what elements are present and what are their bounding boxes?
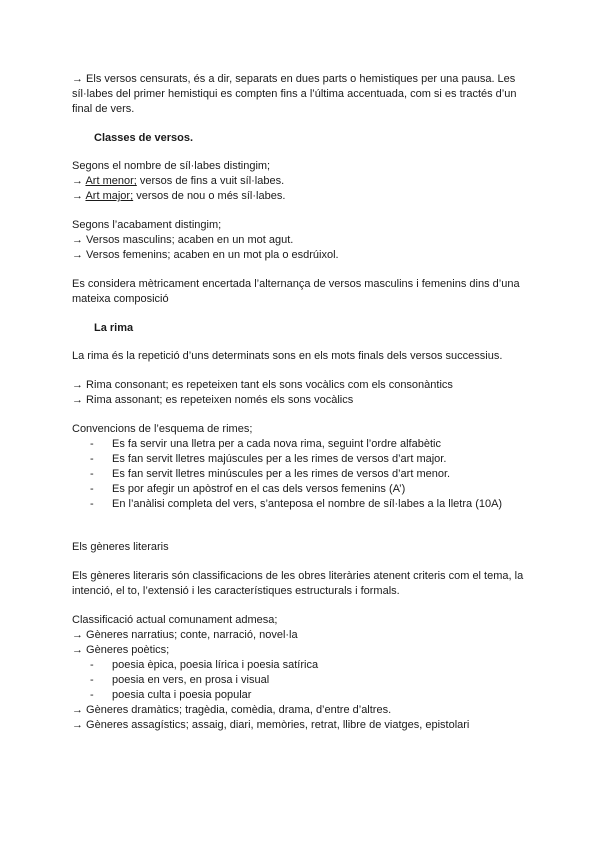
- list-item: → Gèneres poètics;: [72, 644, 170, 656]
- paragraph-line: Segons el nombre de síl·labes distingim;: [72, 160, 271, 172]
- heading-classes: Classes de versos.: [94, 132, 194, 144]
- list-item: → Versos femenins; acaben en un mot pla o esdrúixol.: [72, 249, 339, 261]
- dash: -: [90, 438, 94, 450]
- dash: -: [90, 483, 94, 495]
- bullet-item: [90, 437, 441, 452]
- list-item: → Versos masculins; acaben en un mot agut.: [72, 234, 294, 246]
- paragraph-line: Els gèneres literaris són classificacions de les obres literàries atenent criteris com el tema, la: [72, 570, 524, 582]
- list-item: [72, 189, 285, 204]
- bullet-text: Es fan servit lletres minúscules per a les rimes de versos d’art menor.: [112, 468, 451, 480]
- paragraph-line: intenció, el to, l’extensió i les característiques estructurals i formals.: [72, 585, 400, 597]
- paragraph-line: final de vers.: [72, 103, 135, 115]
- bullet-text: poesia culta i poesia popular: [112, 689, 252, 701]
- list-item: → Gèneres narratius; conte, narració, novel·la: [72, 629, 298, 641]
- bullet-item: [90, 497, 502, 512]
- paragraph-line: Es considera mètricament encertada l’alternança de versos masculins i femenins dins d’una: [72, 278, 520, 290]
- arrow: →: [72, 175, 86, 187]
- bullet-text: poesia en vers, en prosa i visual: [112, 674, 270, 686]
- paragraph-line: Classificació actual comunament admesa;: [72, 614, 278, 626]
- term: Art major;: [85, 190, 134, 202]
- dash: -: [90, 659, 94, 671]
- dash: -: [90, 468, 94, 480]
- paragraph-line: Convencions de l’esquema de rimes;: [72, 423, 253, 435]
- paragraph-line: La rima és la repetició d’uns determinats sons en els mots finals dels versos successius.: [72, 350, 503, 362]
- dash: -: [90, 453, 94, 465]
- paragraph-line: mateixa composició: [72, 293, 169, 305]
- paragraph-line: → Els versos censurats, és a dir, separats en dues parts o hemistiques per una pausa. Les: [72, 73, 516, 85]
- bullet-item: [90, 658, 318, 673]
- bullet-item: [90, 482, 405, 497]
- dash: -: [90, 498, 94, 510]
- dash: -: [90, 674, 94, 686]
- arrow: →: [72, 190, 86, 202]
- paragraph-line: Segons l’acabament distingim;: [72, 219, 222, 231]
- bullet-item: [90, 673, 269, 688]
- bullet-text: Es fa servir una lletra per a cada nova rima, seguint l’ordre alfabètic: [112, 438, 441, 450]
- list-item: → Rima consonant; es repeteixen tant els sons vocàlics com els consonàntics: [72, 379, 453, 391]
- bullet-text: Es por afegir un apòstrof en el cas dels versos femenins (A’): [112, 483, 406, 495]
- heading-rima: La rima: [94, 322, 134, 334]
- term: Art menor;: [85, 175, 137, 187]
- definition: versos de fins a vuit síl·labes.: [136, 175, 285, 187]
- bullet-item: [90, 452, 446, 467]
- bullet-text: Es fan servit lletres majúscules per a les rimes de versos d’art major.: [112, 453, 447, 465]
- bullet-text: En l’anàlisi completa del vers, s’anteposa el nombre de síl·labes a la lletra (10A): [112, 498, 503, 510]
- list-item: → Gèneres assagístics; assaig, diari, memòries, retrat, llibre de viatges, epistolari: [72, 719, 470, 731]
- definition: versos de nou o més síl·labes.: [133, 190, 286, 202]
- bullet-item: [90, 467, 450, 482]
- paragraph-line: síl·labes del primer hemistiqui es compten fins a l’última accentuada, com si es tractés d’un: [72, 88, 517, 100]
- list-item: → Gèneres dramàtics; tragèdia, comèdia, drama, d’entre d’altres.: [72, 704, 392, 716]
- dash: -: [90, 689, 94, 701]
- bullet-text: poesia èpica, poesia lírica i poesia satírica: [112, 659, 319, 671]
- heading-generes: Els gèneres literaris: [72, 541, 169, 553]
- list-item: → Rima assonant; es repeteixen només els sons vocàlics: [72, 394, 354, 406]
- list-item: [72, 174, 284, 189]
- bullet-item: [90, 688, 251, 703]
